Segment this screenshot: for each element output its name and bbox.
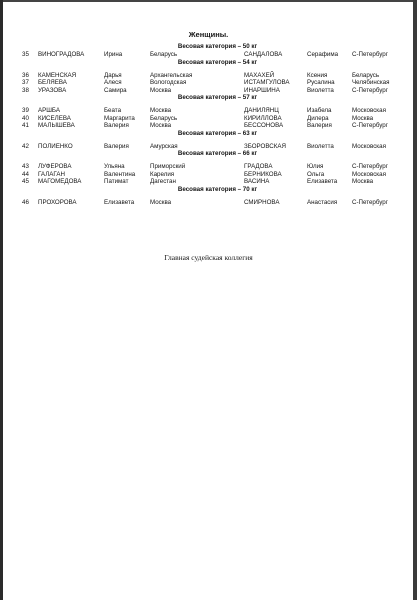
bout-number: 38 — [22, 86, 29, 94]
weight-category-heading: Весовая категория – 50 кг — [177, 43, 258, 50]
competitor-a-region: Беларусь — [150, 114, 178, 122]
competitor-b-firstname: Ксения — [307, 71, 328, 79]
competitor-b-lastname: ГРАДОВА — [244, 163, 273, 170]
bout-number: 42 — [22, 142, 29, 150]
competitor-a-region: Карелия — [150, 170, 175, 178]
bout-row — [0, 122, 417, 130]
competitor-a-lastname: БЕЛЯЕВА — [38, 79, 67, 86]
competitor-a-lastname: КИСЕЛЕВА — [38, 114, 71, 122]
competitor-a-firstname: Дарья — [104, 71, 122, 79]
competitor-b-lastname: ЗБОРОВСКАЯ — [244, 142, 286, 150]
weight-category-heading: Весовая категория – 63 кг — [177, 129, 258, 137]
bout-row — [0, 199, 417, 207]
competitor-a-firstname: Беата — [104, 107, 122, 114]
competitor-b-region: Москва — [352, 114, 374, 122]
competitor-b-lastname: ВАСИНА — [244, 178, 270, 185]
bout-number: 44 — [22, 170, 29, 178]
competitor-b-firstname: Изабела — [307, 107, 332, 114]
weight-category-heading: Весовая категория – 54 кг — [177, 58, 258, 66]
bout-row — [0, 171, 417, 179]
competitor-b-lastname: ИНАРШИНА — [244, 86, 280, 94]
competitor-b-lastname: ДАНИЛЯНЦ — [244, 107, 279, 114]
document-title: Женщины. — [188, 30, 229, 39]
competitor-a-region: Беларусь — [150, 51, 178, 58]
competitor-b-lastname: СМИРНОВА — [244, 198, 280, 206]
competitor-a-firstname: Ирина — [104, 51, 123, 58]
competitor-b-region: Московская — [352, 107, 386, 114]
competitor-b-firstname: Виолетта — [307, 142, 334, 150]
competitor-b-region: Москва — [352, 178, 374, 185]
competitor-b-firstname: Анастасия — [307, 198, 338, 206]
bout-row — [0, 87, 417, 95]
competitor-a-firstname: Самира — [104, 86, 127, 94]
competitor-b-region: Московская — [352, 142, 386, 150]
bout-row — [0, 107, 417, 115]
competitor-b-region: С-Петербург — [352, 163, 388, 170]
competitor-a-region: Архангельская — [150, 71, 193, 79]
competitor-b-region: Беларусь — [352, 71, 380, 79]
competitor-a-lastname: МАГОМЕДОВА — [38, 178, 82, 185]
competitor-a-lastname: МАЛЫШЕВА — [38, 122, 75, 129]
competitor-a-lastname: УРАЗОВА — [38, 86, 67, 94]
bout-number: 39 — [22, 107, 29, 114]
bout-row — [0, 115, 417, 123]
competitor-b-region: С-Петербург — [352, 86, 388, 94]
competitor-a-firstname: Валерия — [104, 142, 129, 150]
competitor-b-lastname: МАХАХЕЙ — [244, 71, 275, 79]
competitor-b-lastname: БЕССОНОВА — [244, 122, 284, 129]
bout-number: 43 — [22, 163, 29, 170]
competitor-a-lastname: ВИНОГРАДОВА — [38, 51, 85, 58]
competitor-b-firstname: Валерия — [307, 122, 332, 129]
bout-row — [0, 163, 417, 171]
bout-number: 37 — [22, 79, 29, 86]
competitor-b-firstname: Виолетта — [307, 86, 334, 94]
competitor-a-lastname: КАМЕНСКАЯ — [38, 71, 77, 79]
competitor-a-firstname: Маргарита — [104, 114, 135, 122]
bout-row — [0, 79, 417, 87]
competitor-b-lastname: САНДАЛОВА — [244, 51, 283, 58]
competitor-b-lastname: БЕРНИКОВА — [244, 170, 282, 178]
competitor-a-region: Москва — [150, 86, 172, 94]
competitor-a-region: Москва — [150, 107, 172, 114]
competitor-b-lastname: ИСТАМГУЛОВА — [244, 79, 290, 86]
competitor-a-lastname: АРШБА — [38, 107, 60, 114]
competitor-a-lastname: ПРОХОРОВА — [38, 198, 77, 206]
competitor-b-firstname: Русалина — [307, 79, 335, 86]
competitor-a-firstname: Алеся — [104, 79, 122, 86]
competitor-b-region: С-Петербург — [352, 198, 388, 206]
bout-number: 41 — [22, 122, 29, 129]
scan-border-top — [0, 0, 417, 2]
competitor-a-region: Приморский — [150, 163, 186, 170]
weight-category-heading: Весовая категория – 57 кг — [177, 94, 258, 101]
competitor-a-firstname: Патимат — [104, 178, 129, 185]
competitor-a-region: Дагестан — [150, 178, 176, 185]
competitor-b-firstname: Юлия — [307, 163, 324, 170]
bout-number: 45 — [22, 178, 29, 185]
competitor-b-firstname: Дилера — [307, 114, 329, 122]
competitor-a-region: Москва — [150, 122, 172, 129]
bout-row — [0, 51, 417, 59]
competitor-b-region: Челябинская — [352, 79, 390, 86]
bout-number: 40 — [22, 114, 29, 122]
bout-row — [0, 178, 417, 186]
competitor-a-firstname: Валентина — [104, 170, 136, 178]
competitor-b-region: С-Петербург — [352, 51, 388, 58]
competitor-a-lastname: ЛУФЕРОВА — [38, 163, 72, 170]
weight-category-heading: Весовая категория – 66 кг — [177, 150, 258, 157]
competitor-a-firstname: Валерия — [104, 122, 129, 129]
competitor-b-region: Московская — [352, 170, 386, 178]
competitor-b-firstname: Ольга — [307, 170, 325, 178]
competitor-a-firstname: Елизавета — [104, 198, 135, 206]
competitor-a-firstname: Ульяна — [104, 163, 125, 170]
competitor-b-region: С-Петербург — [352, 122, 388, 129]
competitor-a-lastname: ГАЛАГАН — [38, 170, 65, 178]
bout-number: 35 — [22, 51, 29, 58]
competitor-a-lastname: ПОЛИЕНКО — [38, 142, 73, 150]
bout-number: 46 — [22, 198, 29, 206]
competitor-a-region: Москва — [150, 198, 172, 206]
bout-row — [0, 72, 417, 80]
bouts-list — [0, 43, 417, 206]
competitor-b-firstname: Елизавета — [307, 178, 338, 185]
bout-number: 36 — [22, 71, 29, 79]
competitor-b-lastname: КИРИЛЛОВА — [244, 114, 282, 122]
competitor-a-region: Амурская — [150, 142, 178, 150]
bout-row — [0, 143, 417, 151]
competitor-a-region: Вологодская — [150, 79, 187, 86]
weight-category-heading: Весовая категория – 70 кг — [177, 185, 258, 193]
judges-caption: Главная судейская коллегия — [164, 253, 253, 262]
competitor-b-firstname: Серафима — [307, 51, 339, 58]
